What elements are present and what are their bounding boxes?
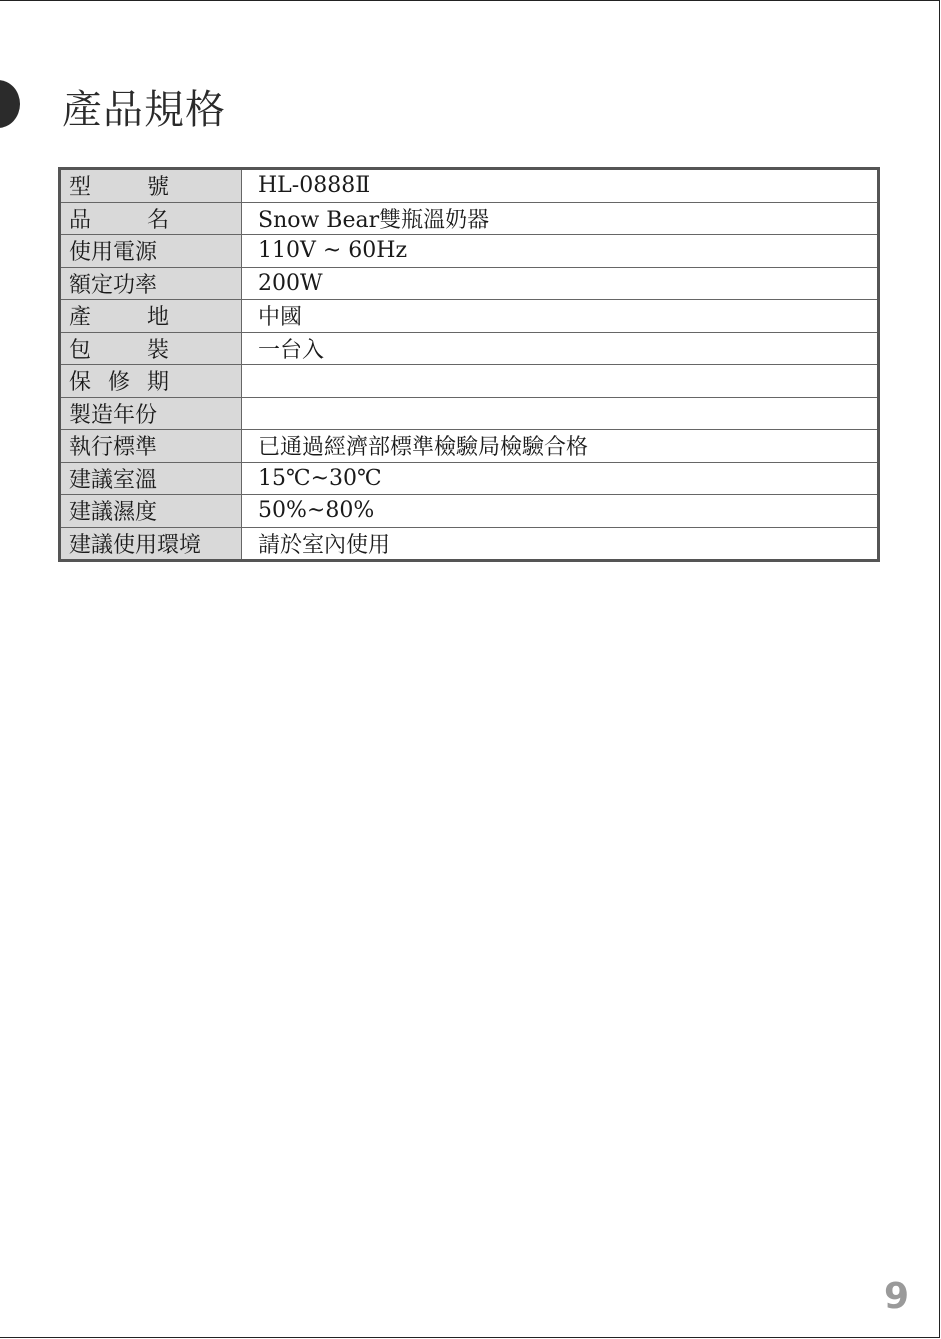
row-label: 使用電源 (60, 235, 242, 268)
page-title: 產品規格 (62, 87, 226, 133)
table-row (60, 169, 879, 203)
table-row (60, 332, 879, 365)
row-label: 建議室溫 (60, 462, 242, 495)
row-label: 品 名 (60, 202, 242, 235)
row-label: 包 裝 (60, 332, 242, 365)
row-value: 110V ~ 60Hz (242, 235, 879, 268)
table-row (60, 527, 879, 561)
table-row (60, 235, 879, 268)
table-row (60, 300, 879, 333)
row-value: 已通過經濟部標準檢驗局檢驗合格 (242, 430, 879, 463)
table-row (60, 495, 879, 528)
table-row (60, 430, 879, 463)
row-value: 中國 (242, 300, 879, 333)
row-value: 50%~80% (242, 495, 879, 528)
row-label: 執行標準 (60, 430, 242, 463)
row-label: 保 修 期 (60, 365, 242, 398)
row-value: 200W (242, 267, 879, 300)
table-row (60, 397, 879, 430)
spec-table (58, 167, 880, 562)
row-label: 建議濕度 (60, 495, 242, 528)
row-label: 建議使用環境 (60, 527, 242, 561)
row-value: HL-0888Ⅱ (242, 169, 879, 203)
table-row (60, 462, 879, 495)
page-number: 9 (884, 1276, 910, 1317)
row-label: 製造年份 (60, 397, 242, 430)
row-label: 額定功率 (60, 267, 242, 300)
table-row (60, 202, 879, 235)
table-row (60, 267, 879, 300)
row-value (242, 397, 879, 430)
table-row (60, 365, 879, 398)
row-value: 一台入 (242, 332, 879, 365)
row-value (242, 365, 879, 398)
row-value: Snow Bear雙瓶溫奶器 (242, 202, 879, 235)
row-value: 15℃~30℃ (242, 462, 879, 495)
row-label: 產 地 (60, 300, 242, 333)
row-value: 請於室內使用 (242, 527, 879, 561)
row-label: 型 號 (60, 169, 242, 203)
